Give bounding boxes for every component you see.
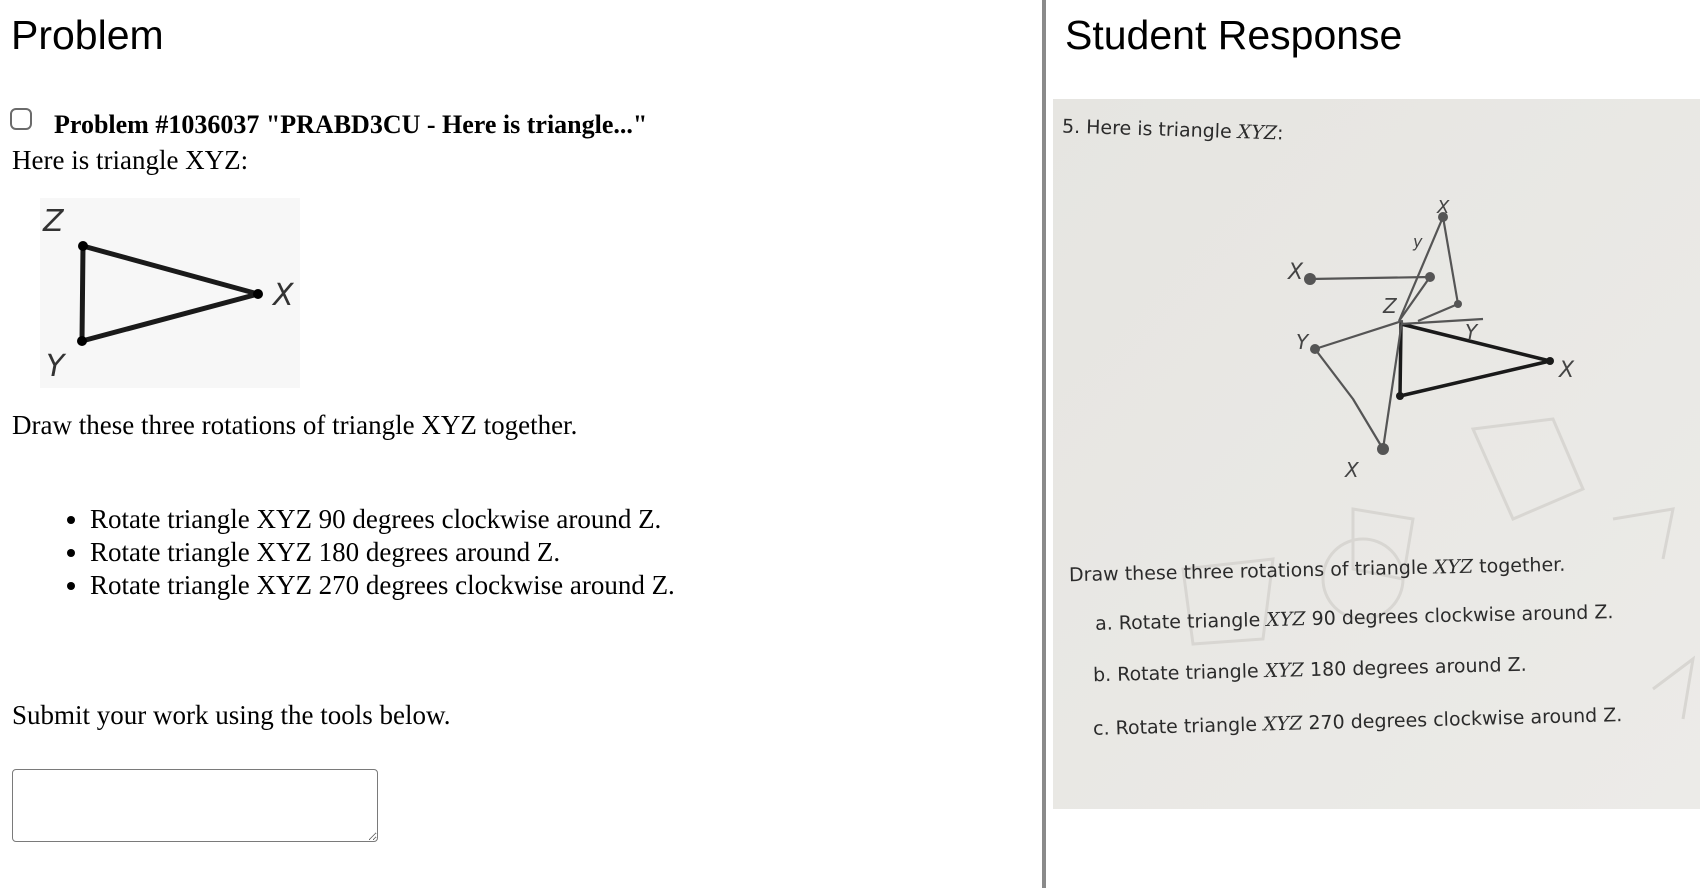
submit-instructions: Submit your work using the tools below.: [12, 700, 451, 730]
list-item: • Rotate triangle XYZ 270 degrees clockwise around Z.: [90, 569, 675, 602]
photo-question: 5. Here is triangle XYZ:: [1061, 115, 1284, 145]
problem-select-checkbox[interactable]: [10, 108, 32, 130]
problem-instruction: Draw these three rotations of triangle XYZ together.: [12, 410, 578, 440]
problem-title: Problem: [11, 12, 164, 58]
photo-label-y-left: Y: [1296, 330, 1309, 354]
photo-label-y-top: y: [1413, 232, 1423, 251]
photo-item-c: c. Rotate triangle XYZ 270 degrees clockwise around Z.: [1092, 704, 1623, 740]
list-item: • Rotate triangle XYZ 180 degrees around Z.: [90, 536, 675, 569]
rotation-steps-list: [0, 503, 675, 602]
student-response-pane: [1046, 0, 1700, 888]
vertex-x-dot: [253, 289, 263, 299]
photo-label-z: Z: [1383, 294, 1397, 318]
student-work-photo: [1053, 99, 1700, 809]
vertex-y-dot: [77, 336, 87, 346]
answer-textarea[interactable]: [12, 769, 378, 842]
problem-heading: Problem #1036037 "PRABD3CU - Here is triangle...": [54, 110, 648, 139]
photo-label-y-right: Y: [1465, 320, 1478, 344]
vertex-z-dot: [78, 241, 88, 251]
list-item: • Rotate triangle XYZ 90 degrees clockwise around Z.: [90, 503, 675, 536]
photo-label-x-bottom: X: [1345, 458, 1359, 482]
photo-instruction: Draw these three rotations of triangle XYZ together.: [1068, 553, 1566, 587]
label-z: Z: [43, 204, 64, 239]
triangle-xyz-figure: [12, 198, 312, 393]
photo-label-x-top: X: [1437, 197, 1450, 218]
photo-item-b: b. Rotate triangle XYZ 180 degrees around Z.: [1092, 653, 1527, 687]
photo-label-x-right: X: [1559, 358, 1575, 383]
student-response-title: Student Response: [1065, 12, 1403, 58]
label-y: Y: [46, 349, 65, 384]
photo-label-x-left: X: [1288, 260, 1304, 285]
photo-sketch: [1053, 99, 1700, 809]
photo-item-a: a. Rotate triangle XYZ 90 degrees clockwise around Z.: [1094, 601, 1614, 635]
label-x: X: [273, 278, 294, 313]
problem-intro: Here is triangle XYZ:: [12, 145, 249, 175]
